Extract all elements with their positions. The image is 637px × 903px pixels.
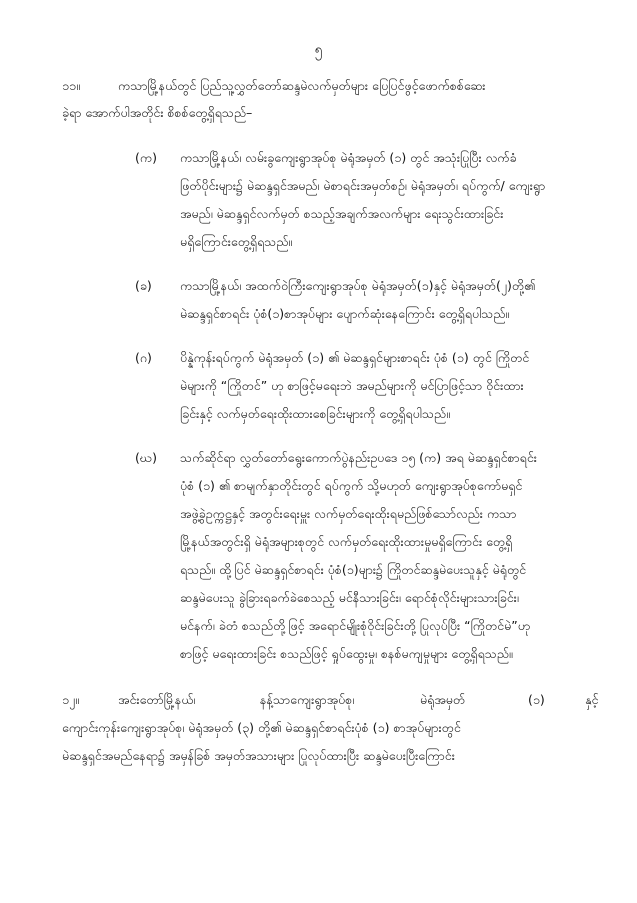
item-line: စာဖြင့် မရေးထားခြင်း စသည်ဖြင့် ရှုပ်ထွေးမှု၊ စနစ်မကျမှုများ တွေ့ရှိရသည်။ xyxy=(180,646,513,661)
paragraph-word: နှင့် xyxy=(585,692,599,707)
item-line: မြို့နယ်အတွင်းရှိ မဲရုံအများစုတွင် လက်မှတ်ရေးထိုးထားမှုမရှိကြောင်း တွေ့ရှိ xyxy=(180,534,513,549)
paragraph-line: ကသာမြို့နယ်တွင် ပြည်သူ့လွှတ်တော်ဆန္ဒမဲလက်မှတ်များ ပြေပြင်ဖွင့်ဖောက်စစ်ဆေး xyxy=(118,78,486,93)
item-line: သက်ဆိုင်ရာ လွှတ်တော်ရွေးကောက်ပွဲနည်းဥပဒေ ၁၅ (က) အရ မဲဆန္ဒရှင်စာရင်း xyxy=(180,450,537,465)
item-line: အဖွဲ့ခွဲဥက္ကဋ္ဌနှင့် အတွင်းရေးမှူး လက်မှတ်ရေးထိုးရမည်ဖြစ်သော်လည်း ကသာ xyxy=(180,506,517,521)
item-marker: (က) xyxy=(135,150,157,165)
item-line: မရှိကြောင်းတွေ့ရှိရသည်။ xyxy=(180,234,293,249)
paragraph-line: ကျောင်းကုန်းကျေးရွာအုပ်စု၊ မဲရုံအမှတ် (၃) တို့၏ မဲဆန္ဒရှင်စာရင်းပုံစံ (၁) စာအုပ်များတွင် xyxy=(62,720,461,735)
item-line: ဖြတ်ပိုင်းများ၌ မဲဆန္ဒရှင်အမည်၊ မဲစာရင်းအမှတ်စဉ်၊ မဲရုံအမှတ်၊ ရပ်ကွက်/ ကျေးရွာ xyxy=(180,178,546,193)
paragraph-line: မဲဆန္ဒရှင်အမည်နေရာ၌ အမှန်ခြစ် အမှတ်အသားများ ပြုလုပ်ထားပြီး ဆန္ဒမဲပေးပြီးကြောင်း xyxy=(62,748,455,763)
item-marker: (ဃ) xyxy=(135,450,157,465)
item-line: ဆန္ဒမဲပေးသူ ခွဲခြားရခက်ခဲစေသည့် မင်နီသားခြင်း၊ ရောင်စုံလိုင်းများသားခြင်း၊ xyxy=(180,590,519,605)
item-line: ကသာမြို့နယ်၊ လမ်းခွကျေးရွာအုပ်စု မဲရုံအမှတ် (၁) တွင် အသုံးပြုပြီး လက်ခံ xyxy=(180,150,517,165)
item-line: မင်နက်၊ ခဲတံ စသည်တို့ဖြင့် အရောင်မျိုးစုံဝိုင်းခြင်းတို့ ပြုလုပ်ပြီး “ကြိုတင်မဲ”ဟု xyxy=(180,618,530,633)
paragraph-word: (၁) xyxy=(528,692,545,707)
item-line: မဲဆန္ဒရှင်စာရင်း ပုံစံ(၁)စာအုပ်များ ပျောက်ဆုံးနေကြောင်း တွေ့ရှိရပါသည်။ xyxy=(180,306,510,321)
item-line: ကသာမြို့နယ်၊ အထက်ဝဲကြီးကျေးရွာအုပ်စု မဲရုံအမှတ်(၁)နှင့် မဲရုံအမှတ်(၂)တို့၏ xyxy=(180,278,536,293)
paragraph-word: မဲရုံအမှတ် xyxy=(420,692,466,707)
item-line: ရသည်။ ထို့ပြင် မဲဆန္ဒရှင်စာရင်း ပုံစံ(၁)များ၌ ကြိုတင်ဆန္ဒမဲပေးသူနှင့် မဲရုံတွင် xyxy=(180,562,527,577)
paragraph-word: အင်းတော်မြို့နယ်၊ xyxy=(118,692,196,707)
item-marker: (ဂ) xyxy=(135,350,152,365)
item-line: ခြင်းနှင့် လက်မှတ်ရေးထိုးထားစေခြင်းများကို တွေ့ရှိရပါသည်။ xyxy=(180,406,450,421)
paragraph-number: ၁၁။ xyxy=(62,78,80,93)
paragraph-number: ၁၂။ xyxy=(62,692,79,707)
item-line: ပုံစံ (၁) ၏ စာမျက်နှာတိုင်းတွင် ရပ်ကွက် သို့မဟုတ် ကျေးရွာအုပ်စုကော်မရှင် xyxy=(180,478,523,493)
item-line: မဲများကို “ကြိုတင်” ဟု စာဖြင့်မရေးဘဲ အမည်များကို မင်ပြာဖြင့်သာ ဝိုင်းထား xyxy=(180,378,524,393)
page-number: ၅ xyxy=(314,42,323,58)
item-line: ပိန္နဲကုန်းရပ်ကွက် မဲရုံအမှတ် (၁) ၏ မဲဆန္ဒရှင်များစာရင်း ပုံစံ (၁) တွင် ကြိုတင် xyxy=(180,350,530,365)
paragraph-line: ခဲ့ရာ အောက်ပါအတိုင်း စိစစ်တွေ့ရှိရသည်– xyxy=(62,105,253,120)
paragraph-word: နန့်သာကျေးရွာအုပ်စု၊ xyxy=(260,692,355,707)
item-line: အမည်၊ မဲဆန္ဒရှင်လက်မှတ် စသည့်အချက်အလက်များ ရေးသွင်းထားခြင်း xyxy=(180,206,504,221)
item-marker: (ခ) xyxy=(135,278,152,293)
